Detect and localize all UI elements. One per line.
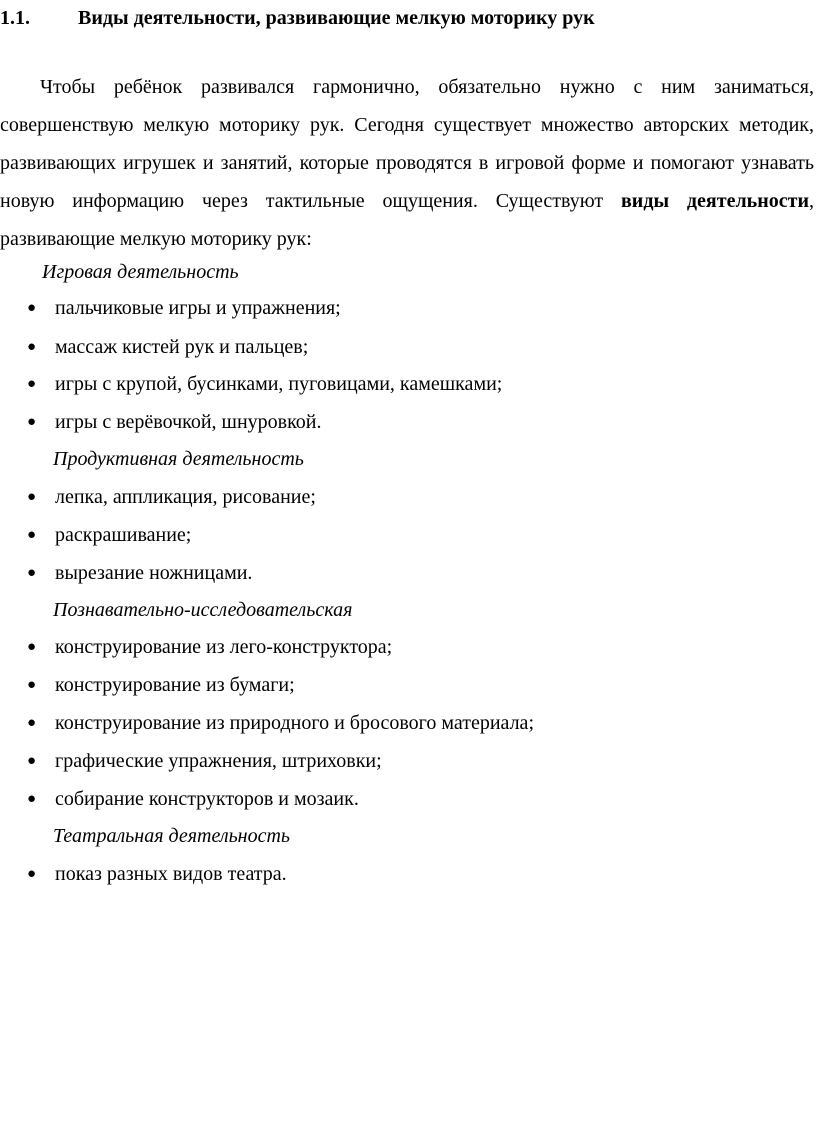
bullet-icon: ● <box>27 753 37 769</box>
list-item <box>27 633 392 661</box>
list-item <box>27 559 252 587</box>
section-title: Познавательно-исследовательская <box>53 599 353 621</box>
list-item <box>27 408 322 436</box>
list-item-text: вырезание ножницами. <box>55 562 253 584</box>
list-item <box>27 333 308 361</box>
bullet-icon: ● <box>27 339 37 355</box>
bullet-icon: ● <box>27 715 37 731</box>
list-item <box>27 747 382 775</box>
intro-text-end: , развивающие мелкую моторику рук: <box>0 190 814 250</box>
list-item-text: конструирование из бумаги; <box>55 674 295 696</box>
list-item <box>27 521 191 549</box>
list-item <box>27 785 359 813</box>
bullet-icon: ● <box>27 376 37 392</box>
list-item-text: массаж кистей рук и пальцев; <box>55 336 309 358</box>
list-item <box>27 370 502 398</box>
list-item-text: показ разных видов театра. <box>55 863 287 885</box>
bullet-icon: ● <box>27 300 37 316</box>
list-item <box>27 860 287 888</box>
list-item-text: графические упражнения, штриховки; <box>55 750 382 772</box>
list-item-text: пальчиковые игры и упражнения; <box>55 297 341 319</box>
bullet-icon: ● <box>27 565 37 581</box>
list-item <box>27 671 295 699</box>
list-item-text: раскрашивание; <box>55 524 192 546</box>
list-item-text: конструирование из природного и бросового материала; <box>55 712 534 734</box>
list-item <box>27 483 316 511</box>
bullet-icon: ● <box>27 866 37 882</box>
list-item <box>27 294 341 322</box>
section-title: Продуктивная деятельность <box>53 448 304 470</box>
list-item-text: игры с крупой, бусинками, пуговицами, камешками; <box>55 373 503 395</box>
bullet-icon: ● <box>27 527 37 543</box>
section-title: Игровая деятельность <box>42 261 239 283</box>
bullet-icon: ● <box>27 639 37 655</box>
section-title: Театральная деятельность <box>53 825 291 847</box>
list-item <box>27 709 534 737</box>
list-item-text: игры с верёвочкой, шнуровкой. <box>55 411 322 433</box>
intro-text: Чтобы ребёнок развивался гармонично, обязательно нужно с ним заниматься, совершенствую мелкую моторику рук. Сегодня существует множество авторских методик, развивающих игрушек и занятий, которые проводятся в игровой форме и помогают узнавать новую информацию через тактильные ощущения. Существуют <box>0 76 814 212</box>
intro-bold-text: виды деятельности <box>621 190 809 212</box>
bullet-icon: ● <box>27 791 37 807</box>
section-heading <box>0 4 595 32</box>
heading-title: Виды деятельности, развивающие мелкую моторику рук <box>78 7 595 29</box>
bullet-icon: ● <box>27 489 37 505</box>
list-item-text: собирание конструкторов и мозаик. <box>55 788 359 810</box>
bullet-icon: ● <box>27 677 37 693</box>
intro-paragraph <box>0 68 814 258</box>
bullet-icon: ● <box>27 414 37 430</box>
list-item-text: конструирование из лего-конструктора; <box>55 636 393 658</box>
heading-number: 1.1. <box>0 7 30 29</box>
list-item-text: лепка, аппликация, рисование; <box>55 486 316 508</box>
